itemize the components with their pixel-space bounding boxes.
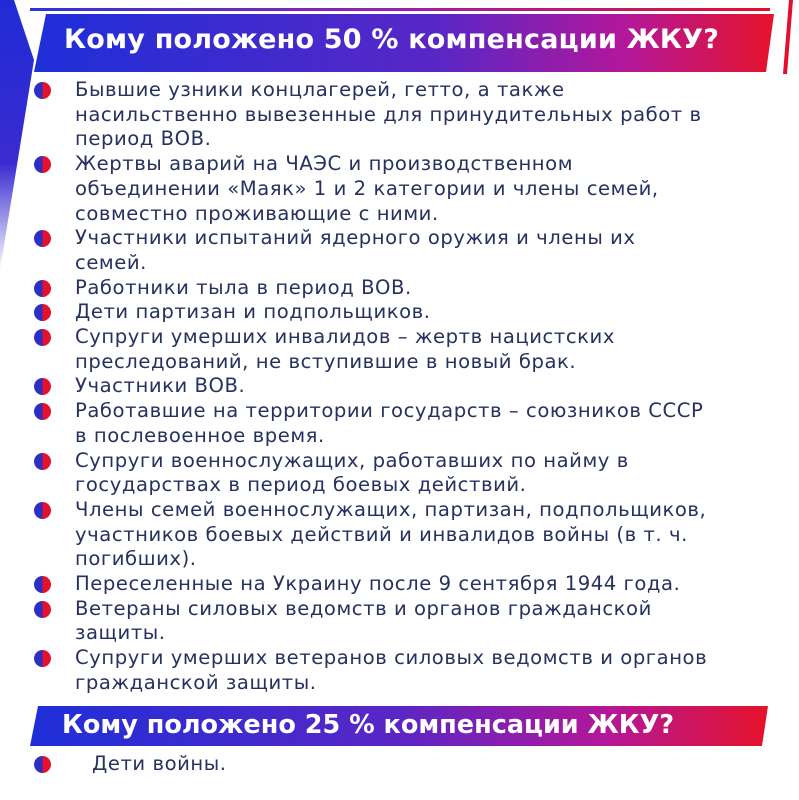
list-item-line: Участники ВОВ. [75, 374, 246, 398]
list-item-line: в послевоенное время. [75, 423, 325, 447]
bullet-icon [34, 756, 51, 773]
list-item [0, 498, 799, 572]
bullet-icon [34, 403, 51, 420]
bullet-icon [34, 453, 51, 470]
list-item [0, 449, 799, 498]
list-item-line: семей. [75, 250, 147, 274]
bullet-icon [34, 280, 51, 297]
list-item-line: Работавшие на территории государств – союзников СССР [75, 399, 704, 423]
list-item-line: участников боевых действий и инвалидов войны (в т. ч. [75, 522, 688, 546]
bullet-icon [34, 156, 51, 173]
list-item-line: Переселенные на Украину после 9 сентября 1944 года. [75, 572, 681, 596]
list-item-line: объединении «Маяк» 1 и 2 категории и члены семей, [75, 176, 659, 200]
list-item-line: гражданской защиты. [75, 670, 317, 694]
bullet-icon [34, 230, 51, 247]
page-title: Кому положено 50 % компенсации ЖКУ? [64, 24, 720, 55]
list-item [0, 399, 799, 448]
bullet-icon [34, 576, 51, 593]
bullet-icon [34, 329, 51, 346]
bullet-icon [34, 650, 51, 667]
list-item [0, 276, 799, 301]
list-item-line: Работники тыла в период ВОВ. [75, 275, 412, 299]
compensation-50-list [0, 78, 799, 696]
list-item [0, 325, 799, 374]
list-item-line: защиты. [75, 621, 166, 645]
list-item-line: Члены семей военнослужащих, партизан, подпольщиков, [75, 497, 707, 521]
section-25-title: Кому положено 25 % компенсации ЖКУ? [62, 710, 675, 740]
bullet-icon [34, 601, 51, 618]
list-item-line: Бывшие узники концлагерей, гетто, а также [75, 78, 565, 101]
list-item-line: насильственно вывезенные для принудительных работ в [75, 102, 702, 126]
bullet-icon [34, 82, 51, 99]
list-item-line: совместно проживающие с ними. [75, 201, 439, 225]
list-item-line: погибших). [75, 547, 197, 571]
bullet-icon [34, 502, 51, 519]
list-item [0, 374, 799, 399]
list-item-line: Ветераны силовых ведомств и органов гражданской [75, 596, 652, 620]
list-item-line: Супруги умерших инвалидов – жертв нацистских [75, 325, 615, 349]
list-item [0, 78, 799, 152]
list-item [0, 572, 799, 597]
list-item [0, 152, 799, 226]
list-item-line: Супруги умерших ветеранов силовых ведомств и органов [75, 646, 708, 670]
list-item-line: государствах в период боевых действий. [75, 473, 527, 497]
list-item [0, 300, 799, 325]
list-item-line: период ВОВ. [75, 127, 212, 151]
list-item-line: преследований, не вступившие в новый брак. [75, 349, 577, 373]
bullet-icon [34, 304, 51, 321]
right-decorative-stroke [783, 0, 793, 74]
list-item-line: Дети партизан и подпольщиков. [75, 300, 431, 324]
list-item [0, 597, 799, 646]
top-decorative-line [30, 8, 770, 11]
list-item [0, 226, 799, 275]
list-item-line: Жертвы аварий на ЧАЭС и производственном [75, 152, 574, 176]
list-item [0, 646, 799, 695]
list-item-line: Дети войны. [92, 752, 227, 775]
bullet-icon [34, 378, 51, 395]
list-item-line: Участники испытаний ядерного оружия и члены их [75, 226, 636, 250]
list-item-line: Супруги военнослужащих, работавших по найму в [75, 448, 629, 472]
